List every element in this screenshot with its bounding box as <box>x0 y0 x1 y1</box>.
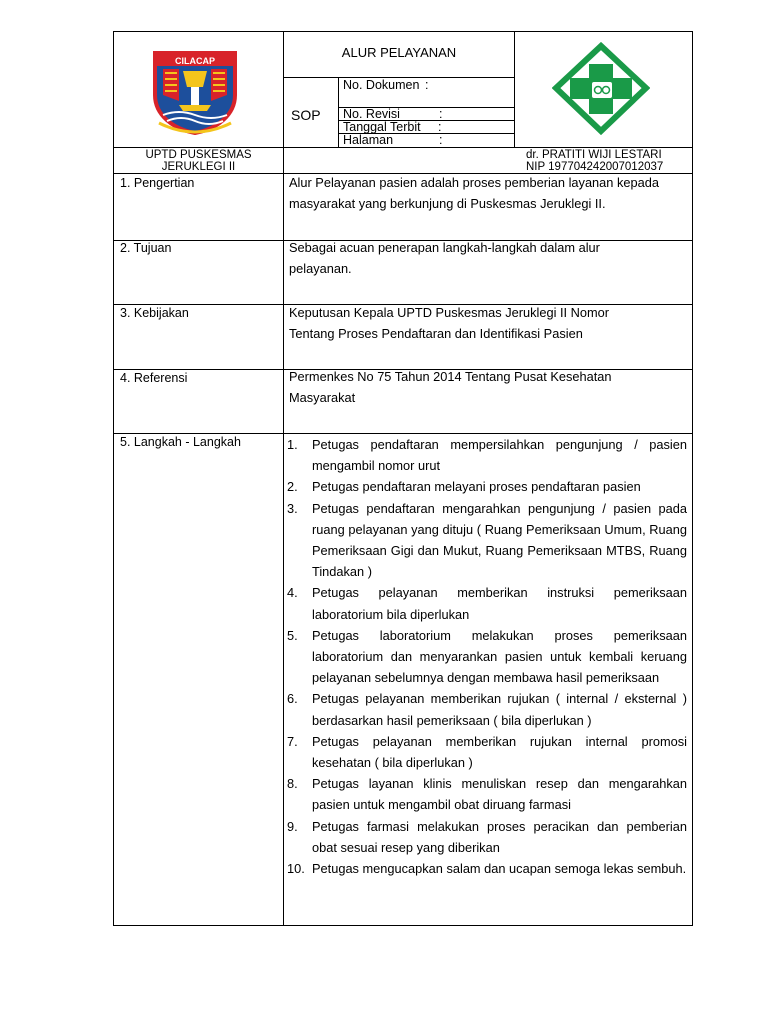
step-number: 2. <box>287 479 298 495</box>
step-number: 1. <box>287 437 298 452</box>
org-name-line1: UPTD PUSKESMAS <box>145 149 252 161</box>
list-item <box>287 625 687 689</box>
step-number: 9. <box>287 818 298 834</box>
list-item <box>287 476 687 497</box>
doc-field-label-halaman: Halaman <box>343 133 394 147</box>
step-text: Petugas pelayanan memberikan rujukan ( internal / eksternal ) berdasarkan hasil pemeriksaan ( bila diperlukan ) <box>312 691 687 728</box>
sop-label: SOP <box>291 107 321 123</box>
step-text: Petugas laboratorium melakukan proses pemeriksaan laboratorium dan menyarankan pasien untuk kembali keruang pelayanan sebelumnya dengan membawa hasil pemeriksaan <box>312 627 687 686</box>
header-right-divider <box>514 31 515 147</box>
sop-document <box>113 31 693 926</box>
step-number: 5. <box>287 627 298 643</box>
list-item <box>287 582 687 624</box>
step-number: 8. <box>287 776 298 792</box>
section-content-kebijakan: Keputusan Kepala UPTD Puskesmas Jeruklegi II Nomor Tentang Proses Pendaftaran dan Identifikasi Pasien <box>289 305 610 341</box>
step-number: 6. <box>287 691 298 707</box>
step-text: Petugas pendaftaran mengarahkan pengunjung / pasien pada ruang pelayanan yang dituju ( Ruang Pemeriksaan Umum, Ruang Pemeriksaan Gigi dan Mukut, Ruang Pemeriksaan MTBS, Ruang Tindakan ) <box>312 500 687 580</box>
doc-field-sep-tanggal: : <box>438 120 442 134</box>
step-text: Petugas pendaftaran mempersilahkan pengunjung / pasien mengambil nomor urut <box>312 437 687 474</box>
puskesmas-logo <box>552 42 650 135</box>
border-right <box>692 31 693 926</box>
section-label-referensi: 4. Referensi <box>120 371 188 385</box>
doc-field-label-nomor: No. Dokumen <box>343 78 420 92</box>
sop-divider <box>338 77 339 147</box>
border-bottom <box>113 925 693 926</box>
org-name-line2: JERUKLEGI II <box>161 161 236 173</box>
doc-field-label-revisi: No. Revisi <box>343 107 400 121</box>
header-bottom-line <box>113 147 693 148</box>
step-number: 10. <box>287 861 305 877</box>
border-top <box>113 31 693 32</box>
list-item <box>287 688 687 730</box>
steps-list <box>287 434 687 879</box>
section-content-tujuan: Sebagai acuan penerapan langkah-langkah dalam alur pelayanan. <box>289 240 600 276</box>
section-label-pengertian: 1. Pengertian <box>120 176 195 190</box>
step-number: 7. <box>287 733 298 749</box>
step-text: Petugas mengucapkan salam dan ucapan semoga lekas sembuh. <box>312 861 687 877</box>
step-text: Petugas pendaftaran melayani proses pendaftaran pasien <box>312 479 641 495</box>
list-item <box>287 434 687 476</box>
step-text: Petugas pelayanan memberikan instruksi pemeriksaan laboratorium bila diperlukan <box>312 585 687 622</box>
step-text: Petugas layanan klinis menuliskan resep dan mengarahkan pasien untuk mengambil obat diruang farmasi <box>312 776 687 813</box>
signer-nip: NIP 197704242007012037 <box>526 161 664 173</box>
step-number: 3. <box>287 500 298 516</box>
column-divider <box>283 31 284 926</box>
document-title: ALUR PELAYANAN <box>341 45 457 60</box>
section-label-kebijakan: 3. Kebijakan <box>120 306 189 320</box>
list-item <box>287 498 687 583</box>
list-item <box>287 773 687 815</box>
section-content-referensi: Permenkes No 75 Tahun 2014 Tentang Pusat Kesehatan Masyarakat <box>289 369 612 405</box>
step-number: 4. <box>287 585 298 601</box>
section-label-langkah: 5. Langkah - Langkah <box>120 435 241 449</box>
cilacap-crest-logo <box>149 49 241 135</box>
list-item <box>287 816 687 858</box>
list-item <box>287 731 687 773</box>
section-label-tujuan: 2. Tujuan <box>120 241 172 255</box>
list-item <box>287 858 687 879</box>
crest-text: CILACAP <box>175 56 215 66</box>
signer-name: dr. PRATITI WIJI LESTARI <box>526 149 662 161</box>
step-text: Petugas pelayanan memberikan rujukan internal promosi kesehatan ( bila diperlukan ) <box>312 733 687 771</box>
step-text: Petugas farmasi melakukan proses peracikan dan pemberian obat sesuai resep yang diberikan <box>312 818 687 855</box>
doc-field-sep-nomor: : <box>425 78 429 92</box>
doc-field-sep-halaman: : <box>439 133 443 147</box>
doc-field-sep-revisi: : <box>439 107 443 121</box>
section-content-pengertian: Alur Pelayanan pasien adalah proses pemberian layanan kepada masyarakat yang berkunjung di Puskesmas Jeruklegi II. <box>289 175 659 211</box>
doc-field-label-tanggal: Tanggal Terbit <box>343 120 421 134</box>
